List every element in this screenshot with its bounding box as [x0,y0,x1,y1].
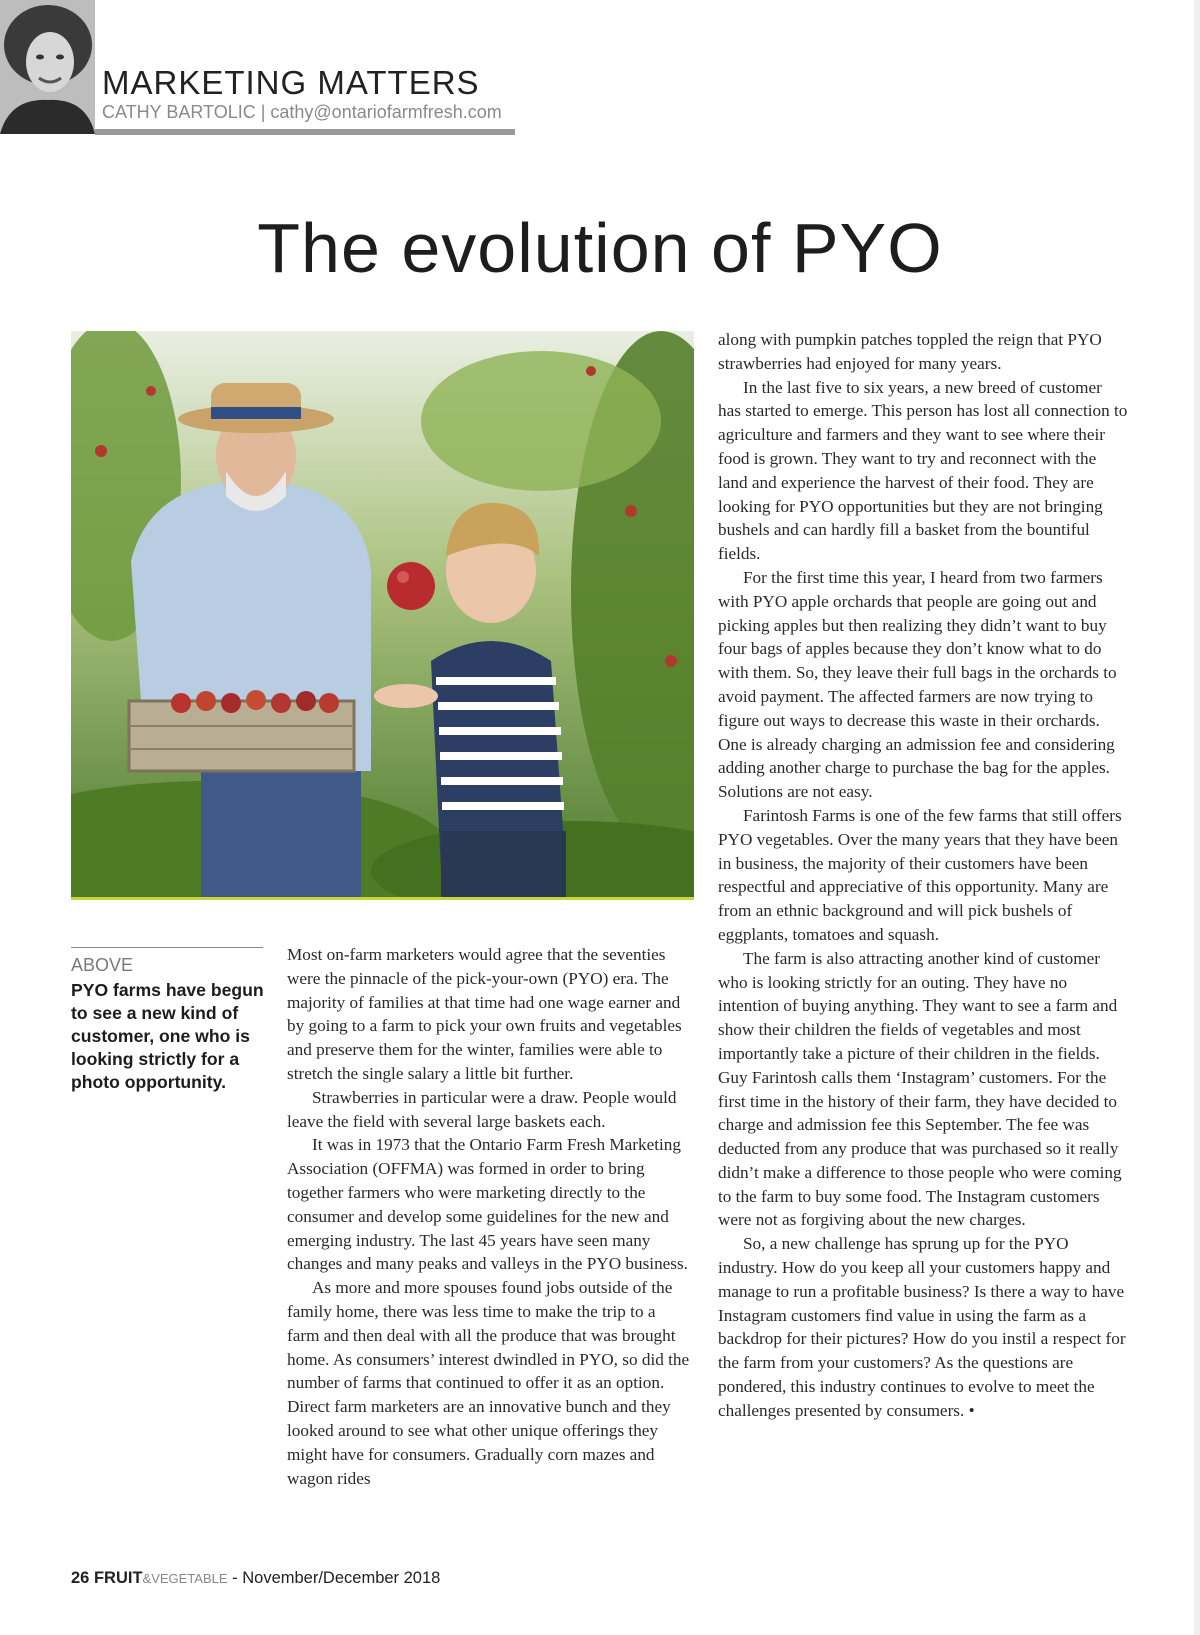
paragraph: Strawberries in particular were a draw. People would leave the field with several large baskets each. [287,1087,677,1131]
body-column-middle [287,943,692,1490]
paragraph: So, a new challenge has sprung up for the PYO industry. How do you keep all your customers happy and manage to run a profitable business? Is there a way to have Instagram customers find value in using the farm as a backdrop for their pictures? How do you instil a respect for the farm from your customers? As the questions are pondered, this industry continues to evolve to meet the challenges presented by consumers. • [718,1234,1126,1420]
caption-text: PYO farms have begun to see a new kind of customer, one who is looking strictly for a photo opportunity. [71,980,264,1092]
footer-separator: - [232,1569,238,1587]
paragraph: In the last five to six years, a new breed of customer has started to emerge. This person has lost all connection to agriculture and farmers and they want to see where their food is grown. They want to try and reconnect with the land and experience the harvest of their food. They are looking for PYO opportunities but they are not bringing bushels and can hardly fill a basket from the bountiful fields. [718,377,1128,564]
article-headline: The evolution of PYO [257,209,943,287]
header-rule [95,129,515,135]
paragraph: Farintosh Farms is one of the few farms that still offers PYO vegetables. Over the many years that they have been in business, the majority of their customers have been respectful and appreciative of this opportunity. Many are from an ethnic background and will pick bushels of eggplants, tomatoes and squash. [718,805,1122,944]
body-column-right [718,328,1128,1423]
column-author: CATHY BARTOLIC | cathy@ontariofarmfresh.com [102,102,502,122]
caption-label: ABOVE [71,955,134,975]
caption-rule [71,947,263,948]
paragraph: As more and more spouses found jobs outside of the family home, there was less time to make the trip to a farm and then deal with all the produce that was brought home. As consumers’ interest dwindled in PYO, so did the number of farms that continued to offer it as an option. Direct farm marketers are an innovative bunch and they looked around to see what other unique offerings they might have for consumers. Gradually corn mazes and wagon rides [287,1278,690,1488]
magazine-name-light: &VEGETABLE [142,1571,228,1586]
paragraph: along with pumpkin patches toppled the reign that PYO strawberries had enjoyed for many years. [718,330,1102,373]
magazine-name-bold: FRUIT [93,1569,143,1587]
paragraph: It was in 1973 that the Ontario Farm Fresh Marketing Association (OFFMA) was formed in order to bring together farmers who were marketing directly to the consumer and develop some guidelines for the new and emerging industry. The last 45 years have seen many changes and many peaks and valleys in the PYO business. [287,1135,688,1274]
paragraph: The farm is also attracting another kind of customer who is looking strictly for an outing. They have no intention of buying anything. They want to see a farm and show their children the fields of vegetables and most importantly take a picture of their children in the fields. Guy Farintosh calls them ‘Instagram’ customers. For the first time in the history of their farm, they have decided to charge and admission fee this September. The fee was deducted from any produce that was purchased so it really didn’t make a difference to those people who were coming to the farm to buy some food. The Instagram customers were not as forgiving about the new charges. [718,948,1122,1230]
article-photo [71,331,694,900]
author-photo [0,0,95,134]
issue-date: November/December 2018 [242,1569,441,1587]
paragraph: Most on-farm marketers would agree that the seventies were the pinnacle of the pick-your-own (PYO) era. The majority of families at that time had one wage earner and by going to a farm to pick your own fruits and vegetables and preserve them for the winter, families were able to stretch the single salary a little bit further. [287,945,682,1083]
page-number: 26 [71,1569,90,1587]
column-name: MARKETING MATTERS [102,64,480,101]
paragraph: For the first time this year, I heard from two farmers with PYO apple orchards that people are going out and picking apples but then realizing they didn’t want to buy four bags of apples because they don’t know what to do with them. So, they leave their full bags in the orchards to avoid payment. The affected farmers are now trying to figure out ways to decrease this waste in their orchards. One is already charging an admission fee and considering adding another charge to purchase the bag for the apples. Solutions are not easy. [718,567,1117,802]
page-footer [71,1569,440,1588]
